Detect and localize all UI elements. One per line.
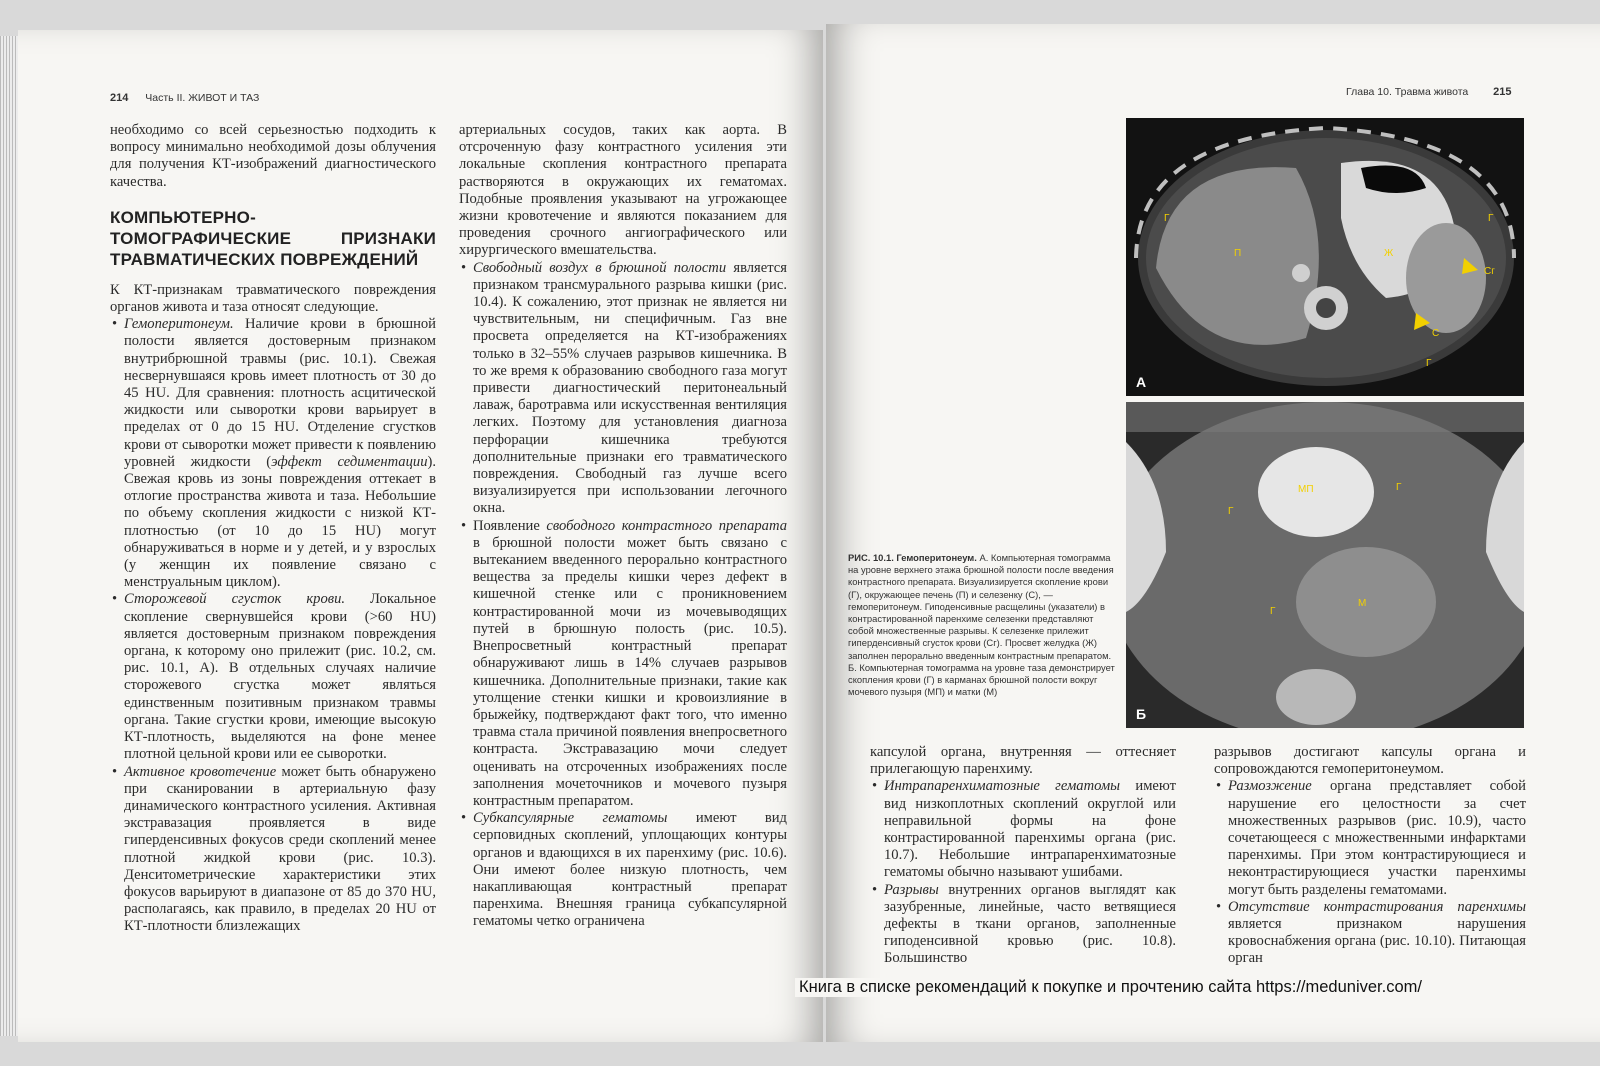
right-page-number: 215 xyxy=(1493,86,1512,98)
continued-paragraph: разрывов достигают капсулы органа и сопровождаются гемоперитонеумом. xyxy=(1214,744,1526,778)
caption-text: А. Компьютерная томограмма на уровне верхнего этажа брюшной полости после введения контрастного препарата. Визуализируется скопление крови (Г), окружающее печень (П) и селезенку (С), — гемоперитонеум. Гиподенсивные расщелины (указатели) в контрастированной паренхиме селезенки представляют собой множественные разрывы. К селезенке прилежит гиперденсивный сгусток крови (Сг). Просвет желудка (Ж) заполнен перорально введенным контрастным препаратом. Б. Компьютерная томограмма на уровне таза демонстрирует скопления крови (Г) в карманах брюшной полости вокруг мочевого пузыря (МП) и матки (М) xyxy=(848,552,1115,698)
right-running-title: Глава 10. Травма живота xyxy=(1346,86,1469,98)
term: Сторожевой сгусток крови. xyxy=(124,591,346,608)
ct-image-panel-b xyxy=(1126,402,1524,728)
left-column-2 xyxy=(459,122,787,931)
item-text: может быть обнаружено при сканировании в артериальную фазу динамического контрастного усиления. Активная экстравазация проявляется в виде гиперденсивных фокусов среди скоплений менее плотной жидкой крови (рис. 10.3). Денситометрические характеристики этих фокусов варьируют в диапазоне от 85 до 370 HU, располагаясь, как правило, в пределах 20 HU от КТ-плотности близлежащих xyxy=(124,763,436,935)
bullet-list xyxy=(1214,778,1526,967)
list-item xyxy=(459,260,787,518)
ct-scan-abdomen xyxy=(1126,118,1524,396)
ct-label-m: М xyxy=(1358,598,1367,609)
list-item xyxy=(110,764,436,936)
ct-label-g6: Г xyxy=(1270,606,1276,617)
right-page xyxy=(826,24,1600,1042)
list-item xyxy=(459,518,787,810)
panel-a-label: А xyxy=(1136,374,1147,390)
panel-b-label: Б xyxy=(1136,706,1147,722)
list-item xyxy=(110,316,436,591)
list-item xyxy=(1214,899,1526,968)
item-text: является признаком нарушения кровоснабжения органа (рис. 10.10). Питающая орган xyxy=(1228,916,1526,967)
ct-label-g3: Г xyxy=(1426,358,1432,369)
term: Субкапсулярные гематомы xyxy=(473,810,668,827)
ct-label-mp: МП xyxy=(1298,484,1314,495)
watermark-text: Книга в списке рекомендаций к покупке и прочтению сайта https://meduniver.com/ xyxy=(795,978,1426,997)
term: Активное кровотечение xyxy=(124,763,277,780)
left-page xyxy=(18,30,823,1042)
item-text: в брюшной полости может быть связано с вытеканием введенного перорально контрастного вещества за пределы кишки через дефект в кишечной стенке или с проникновением контрастированной мочи из мочевыводящих путей в брюшную полость (рис. 10.5). Внепросветный контрастный препарат обнаруживают лишь в 14% случаев разрывов кишечника. Дополнительные признаки, такие как утолщение стенки кишки и кровоизлияние в брыжейку, подтверждают факт того, что именно травма стала причиной появления внепросветного контраста. Экстравазацию мочи следует оценивать на отсроченных изображениях после заполнения мочеточников и мочевого пузыря контрастным препаратом. xyxy=(473,534,788,809)
continued-paragraph: капсулой органа, внутренняя — оттесняет прилегающую паренхиму. xyxy=(870,744,1176,778)
list-item xyxy=(1214,778,1526,898)
ct-image-panel-a xyxy=(1126,118,1524,396)
bullet-list xyxy=(870,778,1176,967)
list-item xyxy=(870,778,1176,881)
right-column-1 xyxy=(870,744,1176,968)
term: свободного контрастного препарата xyxy=(546,517,787,534)
term-inline: эффект седиментации xyxy=(271,453,428,470)
item-text: органа представляет собой нарушение его целостности за счет множественных разрывов (рис. 10.9), часто сочетающееся с множественными инфарктами паренхимы. При этом контрастирующиеся и неконтрастирующиеся участки паренхимы могут быть разделены гематомами. xyxy=(1228,778,1526,898)
list-item xyxy=(459,810,787,930)
ct-label-p: П xyxy=(1234,248,1242,259)
figure-caption xyxy=(848,552,1116,698)
item-text: является признаком трансмурального разрыва кишки (рис. 10.4). К сожалению, этот признак не является ни чувствительным, ни специфичным. Газ вне просвета определяется на КТ-изображениях только в 32–55% случаев разрывов кишечника. В то же время к образованию свободного газа могут привести диагностический перитонеальный лаваж, баротравма или искусственная вентиляция легких. Поэтому для установления диагноза перфорации кишечника требуются дополнительные признаки его травматического повреждения. Свободный газ лучше всего визуализируется при использовании легочного окна. xyxy=(473,259,787,517)
term: Гемоперитонеум. xyxy=(124,316,234,333)
item-text-tail: ). Свежая кровь из зоны повреждения оттекает в отлогие пространства живота и таза. Небольшие по объему скопления жидкости с низкой КТ-плотностью (от 10 до 15 HU) могут обнаруживаться в норме и у детей, и у взрослых (у женщин их появление связано с менструальным циклом). xyxy=(124,453,437,591)
intro-paragraph: необходимо со всей серьезностью подходить к вопросу минимально необходимой дозы облучения для получения КТ-изображений диагностического качества. xyxy=(110,122,436,190)
item-text: Наличие крови в брюшной полости является достоверным признаком внутрибрюшной травмы (рис. 10.1). Свежая несвернувшаяся кровь имеет плотность от 30 до 45 HU. Для сравнения: плотность асцитической жидкости или сыворотки крови варьирует в пределах от 0 до 15 HU. Отделение сгустков крови от сыворотки может привести к появлению уровней жидкости ( xyxy=(124,316,436,470)
ct-label-sg: Сг xyxy=(1484,266,1495,277)
item-text: внутренних органов выглядят как зазубренные, линейные, часто ветвящиеся дефекты в ткани органов, заполненные гиподенсивной кровью (рис. 10.8). Большинство xyxy=(884,881,1176,967)
ct-label-g4: Г xyxy=(1396,482,1402,493)
item-prefix: Появление xyxy=(473,517,547,534)
item-text: Локальное скопление свернувшейся крови (>60 HU) является достоверным признаком повреждения органа, к которому оно прилежит (рис. 10.2, см. рис. 10.1, А). В отдельных случаях наличие сторожевого сгустка может являться единственным позитивным признаком травмы органа. Такие сгустки крови, имеющие высокую КТ-плотность, выделяются на фоне менее плотной цельной крови или ее сыворотки. xyxy=(124,591,437,763)
list-item xyxy=(870,882,1176,968)
lead-paragraph: К КТ-признакам травматического повреждения органов живота и таза относят следующие. xyxy=(110,281,436,316)
continued-paragraph: артериальных сосудов, таких как аорта. В отсроченную фазу контрастного усиления эти локальные скопления контрастного препарата растворяются в окружающих их гематомах. Подобные проявления указывают на угрожающее жизни кровотечение и являются показанием для проведения срочного ангиографического или хирургического вмешательства. xyxy=(459,122,787,259)
ct-label-g: Г xyxy=(1164,213,1170,224)
left-running-title: Часть II. ЖИВОТ И ТАЗ xyxy=(145,92,260,104)
section-heading: КОМПЬЮТЕРНО-ТОМОГРАФИЧЕСКИЕ ПРИЗНАКИ ТРАВМАТИЧЕСКИХ ПОВРЕЖДЕНИЙ xyxy=(110,207,436,269)
term: Интрапаренхиматозные гематомы xyxy=(884,778,1121,795)
item-text: имеют вид серповидных скоплений, уплощающих контуры органов и вдающихся в их паренхиму (рис. 10.6). Они имеют более низкую плотность, чем накапливающая контрастный препарат паренхима. Внешняя граница субкапсулярной гематомы четко ограничена xyxy=(473,810,787,930)
ct-scan-pelvis xyxy=(1126,402,1524,728)
ct-label-g5: Г xyxy=(1228,506,1234,517)
term: Отсутствие контрастирования паренхимы xyxy=(1228,898,1526,915)
caption-title: РИС. 10.1. Гемоперитонеум. xyxy=(848,552,977,563)
left-column-1 xyxy=(110,122,436,936)
right-column-2 xyxy=(1214,744,1526,968)
left-page-number: 214 xyxy=(110,92,129,104)
ct-label-s: С xyxy=(1432,328,1440,339)
bullet-list xyxy=(459,260,787,931)
right-running-head xyxy=(1346,86,1512,98)
term: Свободный воздух в брюшной полости xyxy=(473,259,727,276)
bullet-list xyxy=(110,316,436,935)
term: Размозжение xyxy=(1228,778,1312,795)
term: Разрывы xyxy=(884,881,939,898)
item-text: имеют вид низкоплотных скоплений округлой или неправильной формы на фоне контрастированной паренхимы органа (рис. 10.7). Небольшие интрапаренхиматозные гематомы обычно называют ушибами. xyxy=(884,778,1176,881)
ct-label-g2: Г xyxy=(1488,213,1494,224)
ct-label-zh: Ж xyxy=(1384,248,1394,259)
list-item xyxy=(110,591,436,763)
page-edges xyxy=(0,36,18,1036)
left-running-head xyxy=(110,92,259,104)
